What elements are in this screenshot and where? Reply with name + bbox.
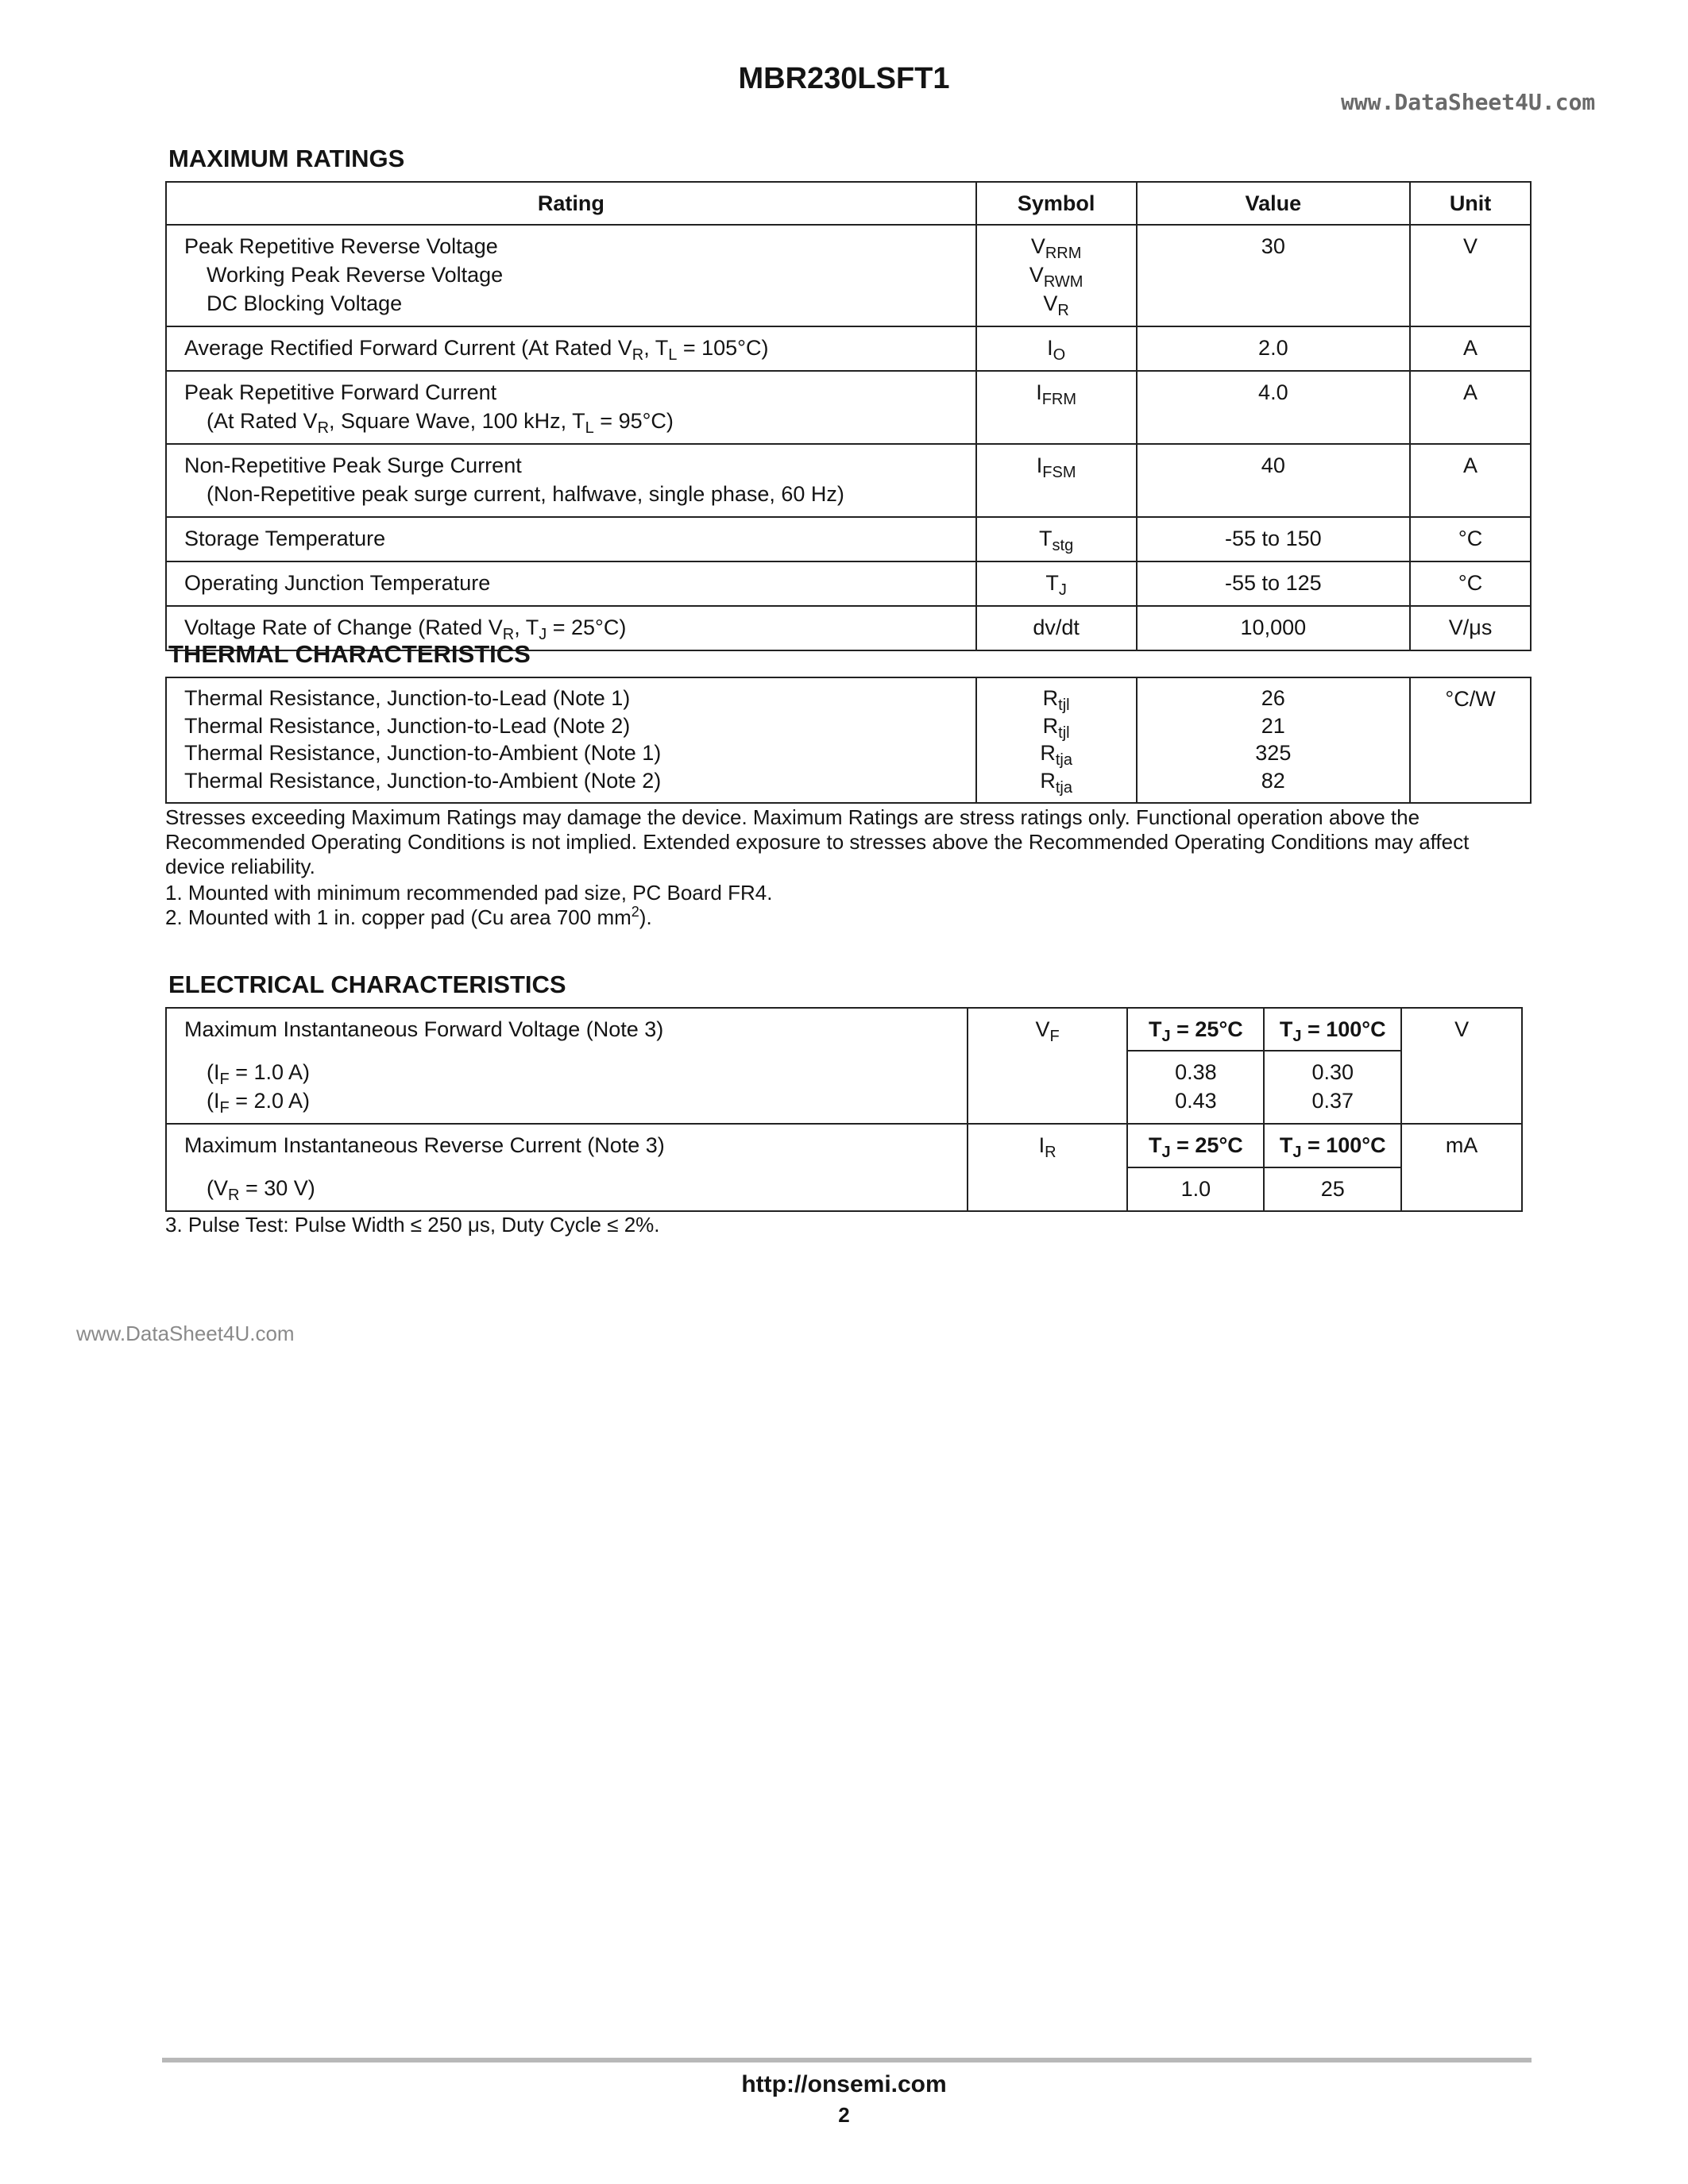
symbol-cell: $I_O$: [976, 326, 1137, 371]
value-cell: 4.0: [1137, 371, 1411, 444]
rating-cell: Peak Repetitive Forward Current (At Rated $V_R$, Square Wave, 100 kHz, $T_L = 95^\circ C$): [166, 371, 976, 444]
symbol-cell: $V_F$: [968, 1008, 1128, 1124]
value-cell: -55 to 125: [1137, 561, 1411, 606]
electrical-table: [165, 1007, 1523, 1212]
value-cell: 30: [1137, 225, 1411, 326]
table-row: [166, 371, 1531, 444]
symbol-cell: $R_{tjl}$ $R_{tjl}$ $R_{tja}$ $R_{tja}$: [976, 677, 1137, 803]
table-row: [166, 677, 1531, 803]
unit-cell: °C: [1410, 561, 1531, 606]
tj-100-header: $T_J = 100^\circ C$: [1264, 1124, 1401, 1167]
rating-line: (Non-Repetitive peak surge current, halfwave, single phase, 60 Hz): [207, 482, 844, 506]
value-cell: -55 to 150: [1137, 517, 1411, 561]
rating-cell: [166, 444, 976, 517]
unit-cell: °C: [1410, 517, 1531, 561]
table-row: [166, 326, 1531, 371]
rating-cell: Storage Temperature: [166, 517, 976, 561]
rating-line: Maximum Instantaneous Reverse Current (Note 3): [184, 1133, 665, 1157]
tj-25-header: $T_J = 25^\circ C$: [1127, 1124, 1264, 1167]
watermark-top: www.DataSheet4U.com: [1341, 89, 1596, 115]
col-rating-header: Rating: [166, 182, 976, 225]
rating-cell: [166, 677, 976, 803]
rating-line: Peak Repetitive Forward Current: [184, 380, 497, 404]
rating-line: Thermal Resistance, Junction-to-Lead (Note 1): [184, 686, 631, 710]
max-ratings-heading: MAXIMUM RATINGS: [168, 145, 405, 172]
footer-divider: [162, 2058, 1532, 2062]
symbol-cell: $V_{RRM}$ $V_{RWM}$ $V_R$: [976, 225, 1137, 326]
rating-cell: Operating Junction Temperature: [166, 561, 976, 606]
value-cell: 2.0: [1137, 326, 1411, 371]
tj-25-header: $T_J = 25^\circ C$: [1127, 1008, 1264, 1051]
symbol-cell: $I_{FSM}$: [976, 444, 1137, 517]
symbol-cell: $I_{FRM}$: [976, 371, 1137, 444]
footer-url-link[interactable]: http://onsemi.com: [741, 2071, 947, 2097]
value-cell: 26 21 325 82: [1137, 677, 1411, 803]
rating-line: Maximum Instantaneous Forward Voltage (Note 3): [184, 1017, 664, 1041]
rating-line: DC Blocking Voltage: [207, 291, 403, 315]
unit-cell: A: [1410, 444, 1531, 517]
max-ratings-table: [165, 181, 1532, 651]
rating-cell: Maximum Instantaneous Reverse Current (Note 3) ($V_R = 30$ V): [166, 1124, 968, 1211]
rating-line: Peak Repetitive Reverse Voltage: [184, 234, 498, 258]
thermal-table: [165, 677, 1532, 804]
col-unit-header: Unit: [1410, 182, 1531, 225]
note-2: 2. Mounted with 1 in. copper pad (Cu area 700 $mm^2$).: [165, 904, 652, 929]
page-number: 2: [838, 2103, 850, 2127]
value-cell: 0.30 0.37: [1264, 1051, 1401, 1124]
rating-cell: [166, 225, 976, 326]
table-row: [166, 444, 1531, 517]
unit-cell: V: [1401, 1008, 1522, 1124]
table-row: [166, 1124, 1522, 1167]
symbol-cell: $T_{stg}$: [976, 517, 1137, 561]
rating-line: Thermal Resistance, Junction-to-Lead (Note 2): [184, 713, 631, 738]
col-symbol-header: Symbol: [976, 182, 1137, 225]
rating-line: Non-Repetitive Peak Surge Current: [184, 453, 522, 477]
note-3: 3. Pulse Test: Pulse Width ≤ 250 μs, Duty Cycle ≤ 2%.: [165, 1213, 660, 1237]
watermark-left: www.DataSheet4U.com: [76, 1322, 295, 1345]
unit-cell: A: [1410, 371, 1531, 444]
rating-cell: Voltage Rate of Change (Rated $V_R$, $T_J = 25^\circ C$): [166, 606, 976, 650]
document-title: MBR230LSFT1: [738, 62, 950, 95]
rating-cell: Maximum Instantaneous Forward Voltage (Note 3) ($I_F = 1.0$ A) ($I_F = 2.0$ A): [166, 1008, 968, 1124]
tj-100-header: $T_J = 100^\circ C$: [1264, 1008, 1401, 1051]
unit-cell: °C/W: [1410, 677, 1531, 803]
rating-line: Thermal Resistance, Junction-to-Ambient (Note 1): [184, 741, 662, 765]
note-1: 1. Mounted with minimum recommended pad size, PC Board FR4.: [165, 881, 773, 905]
unit-cell: mA: [1401, 1124, 1522, 1211]
value-cell: 0.38 0.43: [1127, 1051, 1264, 1124]
table-header-row: [166, 182, 1531, 225]
electrical-heading: ELECTRICAL CHARACTERISTICS: [168, 970, 566, 998]
col-value-header: Value: [1137, 182, 1411, 225]
unit-cell: V/μs: [1410, 606, 1531, 650]
table-row: [166, 561, 1531, 606]
symbol-cell: $I_R$: [968, 1124, 1128, 1211]
symbol-cell: $T_J$: [976, 561, 1137, 606]
symbol-cell: dv/dt: [976, 606, 1137, 650]
value-cell: 40: [1137, 444, 1411, 517]
value-cell: 1.0: [1127, 1167, 1264, 1211]
rating-line: Thermal Resistance, Junction-to-Ambient (Note 2): [184, 768, 662, 793]
stress-note: Stresses exceeding Maximum Ratings may damage the device. Maximum Ratings are stress ratings only. Functional operation above the Recommended Operating Conditions is not implied. Extended exposure to stresses above the Recommended Operating Conditions may affect device reliability.: [165, 805, 1470, 878]
table-row: [166, 1008, 1522, 1051]
value-cell: 25: [1264, 1167, 1401, 1211]
table-row: [166, 225, 1531, 326]
table-row: [166, 517, 1531, 561]
rating-cell: Average Rectified Forward Current (At Rated $V_R$, $T_L = 105^\circ C$): [166, 326, 976, 371]
thermal-heading: THERMAL CHARACTERISTICS: [168, 640, 531, 668]
unit-cell: V: [1410, 225, 1531, 326]
unit-cell: A: [1410, 326, 1531, 371]
rating-line: Working Peak Reverse Voltage: [207, 263, 504, 287]
value-cell: 10,000: [1137, 606, 1411, 650]
